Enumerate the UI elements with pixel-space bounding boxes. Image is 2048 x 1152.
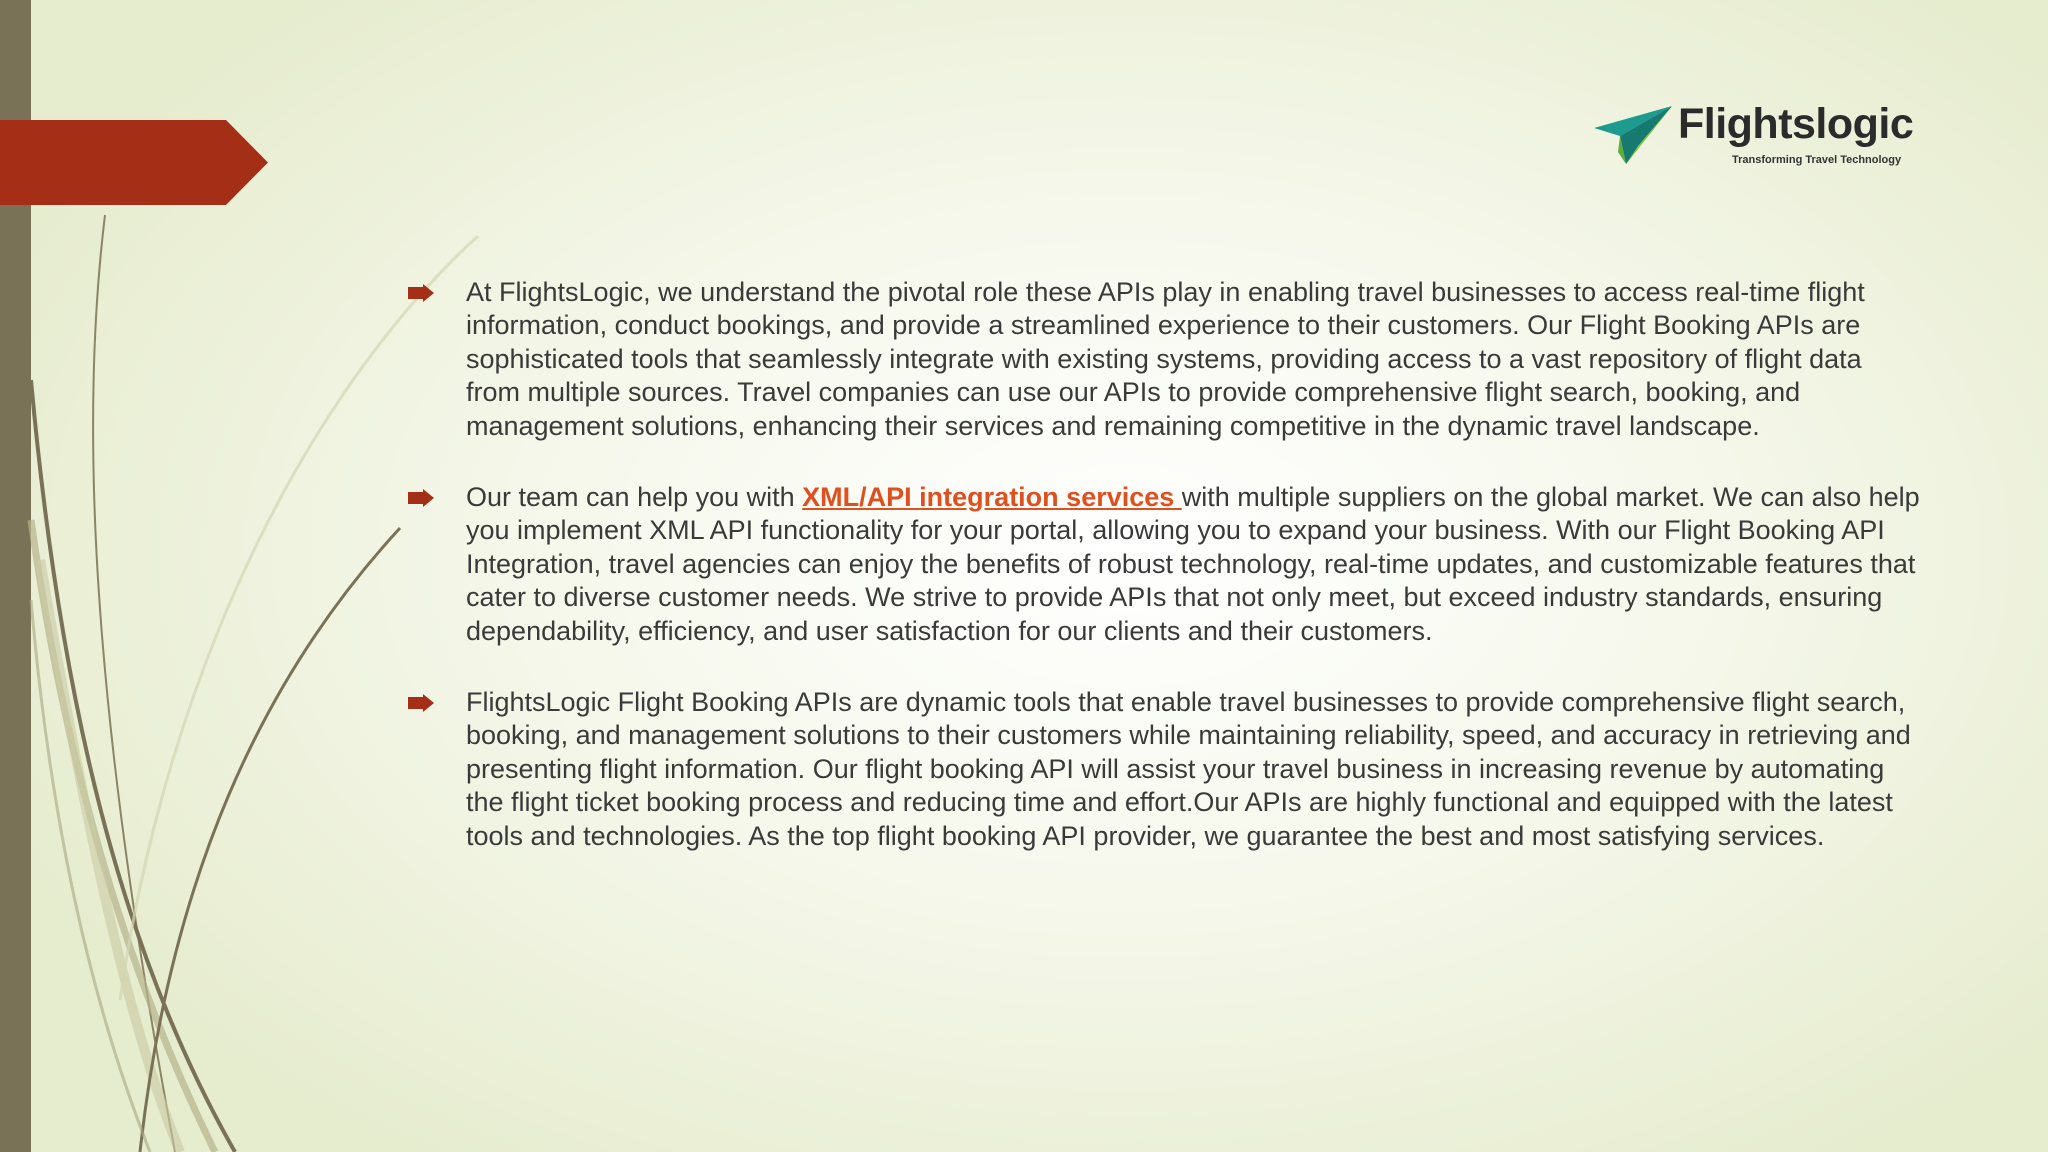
paragraph-2-text-before: Our team can help you with (466, 482, 803, 513)
arrow-bullet-icon (408, 489, 434, 507)
logo-wordmark: Flightslogic (1678, 100, 1914, 148)
paragraph-1-text: At FlightsLogic, we understand the pivotal role these APIs play in enabling travel businesses to access real-time flight information, conduct bookings, and provide a streamlined experience to their customers. Our Flight Booking APIs are sophisticated tools that seamlessly integrate with existing systems, providing access to a vast repository of flight data from multiple sources. Travel companies can use our APIs to provide comprehensive flight search, booking, and management solutions, enhancing their services and remaining competitive in the dynamic travel landscape. (466, 277, 1865, 441)
arrow-bullet-icon (408, 284, 434, 302)
paragraph-2-text-after: with multiple suppliers on the global market. We can also help you implement XML API functionality for your portal, allowing you to expand your business. With our Flight Booking API Integration, travel agencies can enjoy the benefits of robust technology, real-time updates, and customizable features that cater to diverse customer needs. We strive to provide APIs that not only meet, but exceed industry standards, ensuring dependability, efficiency, and user satisfaction for our clients and their customers. (466, 482, 1920, 646)
paper-plane-icon (1594, 106, 1672, 166)
bullet-list (408, 276, 1920, 891)
paragraph-3-text: FlightsLogic Flight Booking APIs are dynamic tools that enable travel businesses to provide comprehensive flight search, booking, and management solutions to their customers while maintaining reliability, speed, and accuracy in retrieving and presenting flight information. Our flight booking API will assist your travel business in increasing revenue by automating the flight ticket booking process and reducing time and effort.Our APIs are highly functional and equipped with the latest tools and technologies. As the top flight booking API provider, we guarantee the best and most satisfying services. (466, 687, 1911, 851)
paragraph-3 (408, 686, 1920, 853)
paragraph-1 (408, 276, 1920, 443)
flightslogic-logo (1594, 100, 1914, 170)
xml-api-integration-link[interactable]: XML/API integration services (802, 482, 1182, 513)
logo-tagline: Transforming Travel Technology (1732, 154, 1902, 166)
arrow-bullet-icon (408, 694, 434, 712)
paragraph-2 (408, 481, 1920, 648)
